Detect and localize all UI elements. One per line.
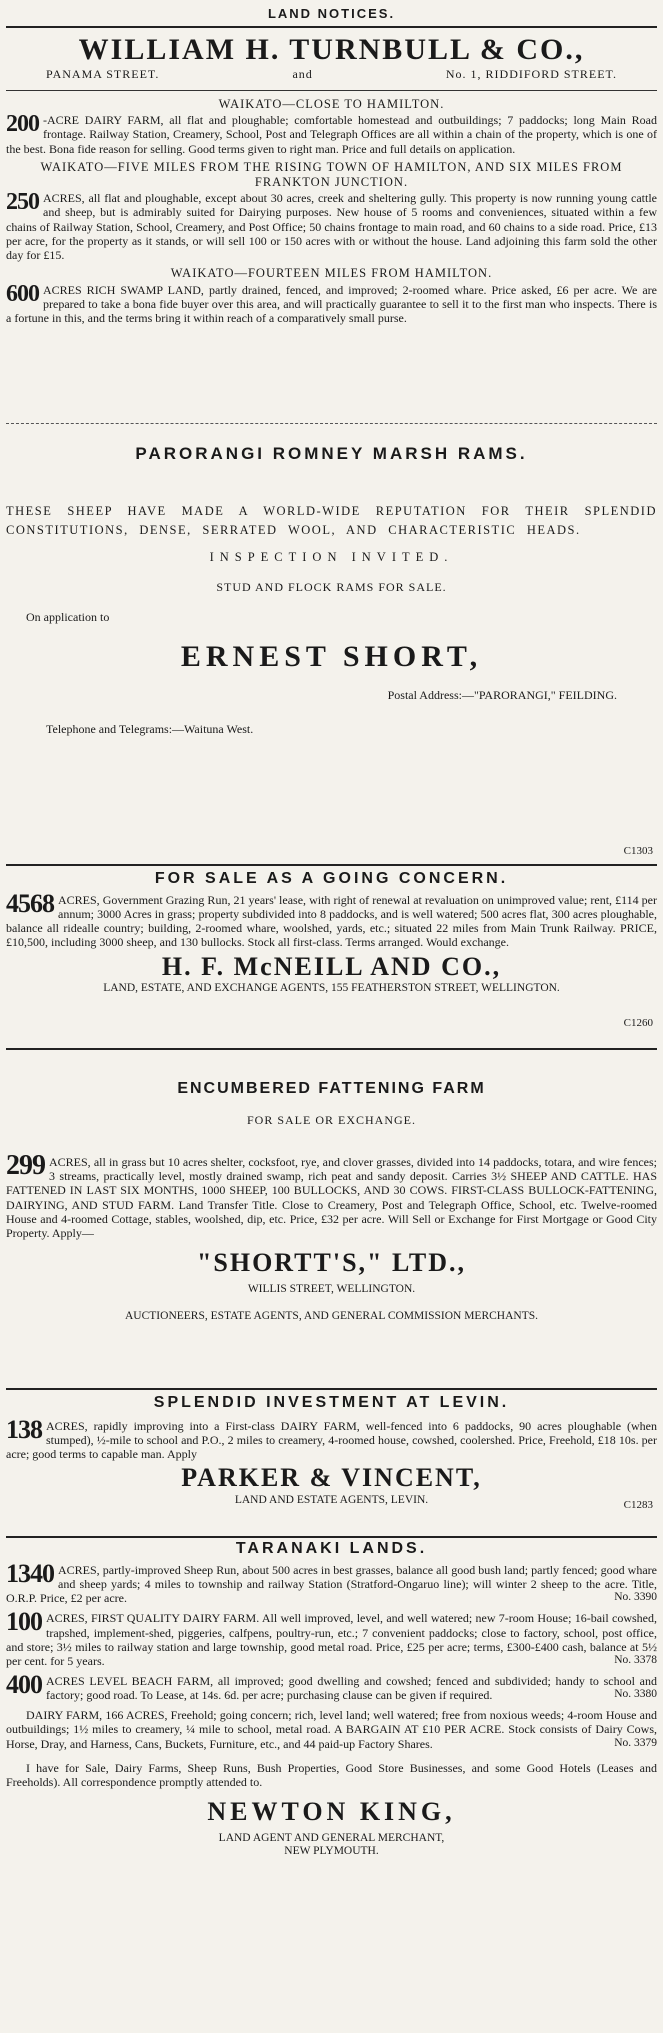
listing-text: ACRES LEVEL BEACH FARM, all improved; good dwelling and cowshed; fenced and subdivided; handy to school and factory; good road. To Lease, at 14s. 6d. per acre; purchasing clause can be given if required. xyxy=(46,1673,657,1703)
advert-title: TARANAKI LANDS. xyxy=(235,1540,428,1557)
listing xyxy=(6,1558,657,1606)
listing-text: ACRES, all flat and ploughable, except about 30 acres, creek and sheltering gully. This property is now running young cattle and sheep, but is admirably suited for Dairying purposes. New house of 5 rooms and conveniences, situated within a few chains of Railway Station, School, Creamery, and Post Office; 50 chains frontage to main road, and 60 chains to a side road. Price, £13 per acre, for the property as it stands, or will sell 100 or 150 acres with or without the house. Land adjoining this farm sold the other day for £15. xyxy=(6,191,657,262)
street-right: No. 1, RIDDIFORD STREET. xyxy=(445,67,617,82)
listing-text: DAIRY FARM, 166 ACRES, Freehold; going concern; rich, level land; well watered; free from noxious weeds; 4-room House and outbuildings; 1½ miles to creamery, ¼ mile to school, metal road. A BARGAIN AT £10 PER ACRE. Stock consists of Dairy Cows, Horse, Dray, and Harness, Cans, Buckets, Furniture, etc., and 44 paid-up Factory Shares. xyxy=(6,1708,657,1751)
divider xyxy=(6,90,657,91)
closing-text: I have for Sale, Dairy Farms, Sheep Runs, Bush Properties, Good Store Businesses, and some Good Hotels (Leases and Freeholds). All correspondence promptly attended to. xyxy=(6,1760,657,1789)
taranaki-advert xyxy=(6,1540,657,2000)
listing-text: ACRES RICH SWAMP LAND, partly drained, fenced, and improved; 2-roomed whare. Price asked, £6 per acre. We are prepared to take a bona fide buyer over this area, and will practically guarantee to sell it to the first man who inspects. There is a fortune in this, and the terms bring it within reach of a comparatively small purse. xyxy=(6,282,657,326)
acreage: 100 xyxy=(6,1607,42,1637)
postal-address: Postal Address:—"PARORANGI," FEILDING. xyxy=(387,688,617,702)
listing xyxy=(6,1708,657,1750)
listing xyxy=(6,191,657,262)
section-heading: WAIKATO—CLOSE TO HAMILTON. xyxy=(218,96,445,111)
listing-text: ACRES, all in grass but 10 acres shelter, cocksfoot, rye, and clover grasses, divided into 14 paddocks, totara, and wire fences; 3 streams, practically level, mostly drained swamp, rich peat and sandy deposit. Carries 3½ SHEEP AND CATTLE. HAS FATTENED IN LAST SIX MONTHS, 1000 SHEEP, 100 BULLOCKS, AND 30 COWS. FIRST-CLASS BULLOCK-FATTENING, DAIRYING, AND STUD FARM. Land Transfer Title. Close to Creamery, Post and Telegraph Office, School, etc. Twelve-roomed House and 4-roomed Cottage, stables, woolshed, dip, etc. Price, £32 per acre. Will Sell or Exchange for First Mortgage or Good City Property. Apply— xyxy=(6,1155,657,1240)
advertiser-name: H. F. McNEILL AND CO., xyxy=(161,951,502,981)
advertiser-name: PARKER & VINCENT, xyxy=(181,1463,482,1493)
acreage: 400 xyxy=(6,1669,42,1699)
newspaper-page xyxy=(6,0,657,2000)
section-heading: WAIKATO—FIVE MILES FROM THE RISING TOWN OF HAMILTON, AND SIX MILES FROM FRANKTON JUNCTION. xyxy=(40,159,623,189)
stud-line: STUD AND FLOCK RAMS FOR SALE. xyxy=(216,580,447,595)
acreage: 250 xyxy=(6,189,39,216)
advertiser-town: NEW PLYMOUTH. xyxy=(284,1845,379,1858)
parker-advert xyxy=(6,1394,657,1534)
acreage: 299 xyxy=(6,1150,45,1182)
acreage: 1340 xyxy=(6,1558,54,1588)
divider xyxy=(6,1388,657,1390)
advert-code: C1303 xyxy=(623,845,653,858)
turnbull-advert xyxy=(6,32,657,420)
advert-title: SPLENDID INVESTMENT AT LEVIN. xyxy=(153,1394,510,1411)
section-heading: WAIKATO—FOURTEEN MILES FROM HAMILTON. xyxy=(170,266,493,281)
advertiser-address: LAND, ESTATE, AND EXCHANGE AGENTS, 155 FEATHERSTON STREET, WELLINGTON. xyxy=(103,982,560,995)
divider xyxy=(6,1536,657,1538)
listing xyxy=(6,113,657,155)
listing-text: ACRES, Government Grazing Run, 21 years' lease, with right of renewal at revaluation on unimproved value; rent, £114 per annum; 3000 Acres in grass; property subdivided into 8 paddocks, and is well watered; 500 acres flat, 300 acres ploughable, balance all ridealle country; building, 2-roomed whare, woolshed, yards, etc.; situated 22 miles from Main Trunk Railway. PRICE, £10,500, including 3000 sheep, and 130 bullocks. Stock all first-class. Terms arranged. Would exchange. xyxy=(6,892,657,950)
advert-title: PARORANGI ROMNEY MARSH RAMS. xyxy=(135,444,528,463)
and-text: and xyxy=(292,67,313,82)
divider xyxy=(6,864,657,866)
advertiser-street: WILLIS STREET, WELLINGTON. xyxy=(247,1282,416,1295)
acreage: 4568 xyxy=(6,888,54,918)
listing xyxy=(6,888,657,950)
advertiser-trade: AUCTIONEERS, ESTATE AGENTS, AND GENERAL COMMISSION MERCHANTS. xyxy=(125,1310,538,1323)
divider xyxy=(6,26,657,28)
listing-text: ACRES, rapidly improving into a First-class DAIRY FARM, well-fenced into 6 paddocks, 90 acres ploughable (when stumped), ½-mile to school and P.O., 2 miles to creamery, 4-roomed house, cowshed, coolershed. Price, Freehold, £18 10s. per acre; good terms to capable man. Apply xyxy=(6,1418,657,1462)
listing-ref: No. 3390 xyxy=(614,1591,657,1604)
acreage: 138 xyxy=(6,1414,42,1444)
telephone-line: Telephone and Telegrams:—Waituna West. xyxy=(46,722,254,737)
advertiser-name: "SHORTT'S," LTD., xyxy=(196,1247,467,1277)
advert-title: ENCUMBERED FATTENING FARM xyxy=(177,1080,486,1097)
listing-ref: No. 3378 xyxy=(614,1653,657,1666)
inspection-line: INSPECTION INVITED. xyxy=(209,549,454,564)
listing-text: ACRES, partly-improved Sheep Run, about 500 acres in best grasses, balance all good bush land; partly fenced; good whare and sheep yards; 4 miles to township and railway Station (Stratford-Ongaruo line); will winter 2 sheep to the acre. Title, O.R.P. Price, £2 per acre. xyxy=(6,1562,657,1606)
advert-subtitle: FOR SALE OR EXCHANGE. xyxy=(246,1112,416,1127)
advertiser-trade: LAND AGENT AND GENERAL MERCHANT, xyxy=(218,1831,445,1844)
divider xyxy=(6,423,657,424)
acreage: 600 xyxy=(6,280,39,307)
listing-ref: No. 3380 xyxy=(614,1688,657,1701)
advert-code: C1283 xyxy=(623,1499,653,1512)
listing-text: -ACRE DAIRY FARM, all flat and ploughable; comfortable homestead and outbuildings; 7 paddocks; long Main Road frontage. Railway Station, Creamery, School, Post and Telegraph Offices are all within a chain of the property, which is one of the best. Bona fide reason for selling. Good terms given to right man. Price and full details on application. xyxy=(6,113,657,156)
divider xyxy=(6,1048,657,1050)
listing xyxy=(6,1607,657,1668)
advertiser-address: LAND AND ESTATE AGENTS, LEVIN. xyxy=(234,1494,429,1507)
advert-text: THESE SHEEP HAVE MADE A WORLD-WIDE REPUTATION FOR THEIR SPLENDID CONSTITUTIONS, DENSE, SERRATED WOOL, AND CHARACTERISTIC HEADS. xyxy=(6,504,657,537)
page-header: LAND NOTICES. xyxy=(267,6,396,21)
listing-text: ACRES, FIRST QUALITY DAIRY FARM. All well improved, level, and well watered; new 7-room House; 16-bail cowshed, trapshed, implement-shed, piggeries, calfpens, poultry-run, etc.; 7 convenient paddocks; close to factory, school, post office, and store; 3½ miles to railway station and large township, good metal road. Price, £25 per acre; terms, £300-£400 cash, balance at 5½ per cent. for 5 years. xyxy=(6,1611,657,1668)
parorangi-advert xyxy=(6,444,657,862)
advertiser-address xyxy=(6,67,657,81)
shortts-advert xyxy=(6,1080,657,1386)
advert-code: C1260 xyxy=(623,1017,653,1030)
acreage: 200 xyxy=(6,111,39,138)
advertiser-name: ERNEST SHORT, xyxy=(180,639,483,673)
advert-title: FOR SALE AS A GOING CONCERN. xyxy=(154,870,509,887)
advertiser-name: WILLIAM H. TURNBULL & CO., xyxy=(78,33,585,66)
listing xyxy=(6,280,657,326)
advertiser-name: NEWTON KING, xyxy=(207,1797,456,1827)
listing xyxy=(6,1150,657,1240)
listing xyxy=(6,1414,657,1462)
application-line: On application to xyxy=(26,610,110,625)
street-left: PANAMA STREET. xyxy=(46,67,160,82)
mcneill-advert xyxy=(6,870,657,1046)
listing-ref: No. 3379 xyxy=(614,1736,657,1749)
listing xyxy=(6,1669,657,1703)
